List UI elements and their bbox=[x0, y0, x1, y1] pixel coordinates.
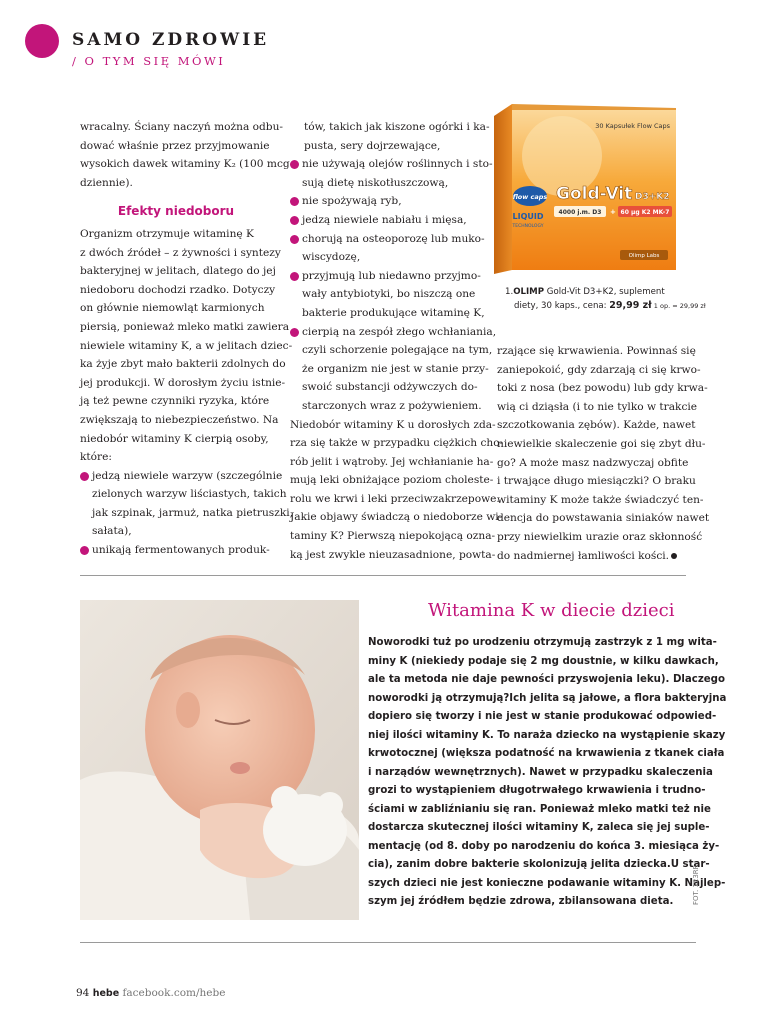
photo-newborn-baby bbox=[80, 600, 359, 920]
dose-k2: 60 μg K2 MK-7 bbox=[620, 209, 670, 216]
divider-top bbox=[80, 575, 686, 576]
bullet-line: starczonych wraz z pożywieniem. bbox=[302, 399, 482, 412]
col2-body-line: Niedobór witaminy K u dorosłych zda- bbox=[290, 418, 496, 431]
caption-price: 29,99 zł bbox=[609, 300, 652, 311]
product-image-gold-vit bbox=[490, 98, 680, 278]
caption-number: 1. bbox=[505, 287, 514, 297]
col1-body-line: z dwóch źródeł – z żywności i syntezy bbox=[80, 246, 281, 259]
bullet-line: chorują na osteoporozę lub muko- bbox=[302, 232, 485, 245]
col1-body-line: niewiele witaminy K, a w jelitach dziec- bbox=[80, 339, 293, 352]
column-3 bbox=[497, 342, 710, 565]
bullet-item bbox=[80, 541, 272, 560]
col3-line: zaniepokoić, gdy zdarzają ci się krwo- bbox=[497, 363, 701, 376]
box-line: dostarcza skutecznej ilości witaminy K, zaleca się jej suple- bbox=[368, 822, 710, 833]
col1-body-line: niedobór witaminy K cierpią osoby, bbox=[80, 432, 269, 445]
bullet-line: czyli schorzenie polegające na tym, bbox=[302, 344, 493, 357]
box-line: dopiero się tworzy i nie jest w stanie produkować odpowied- bbox=[368, 711, 717, 722]
box-line: i narządów wewnętrznych). Nawet w przypadku skaleczenia bbox=[368, 766, 713, 778]
bullet-line: że organizm nie jest w stanie przy- bbox=[302, 362, 489, 375]
technology-text: TECHNOLOGY bbox=[512, 224, 544, 229]
bullet-item bbox=[290, 192, 482, 211]
col3-line: dencja do powstawania siniaków nawet bbox=[497, 512, 710, 525]
col2-line: tów, takich jak kiszone ogórki i ka- bbox=[304, 121, 490, 133]
col3-line: niewielkie skaleczenie goi się zbyt dłu- bbox=[497, 437, 706, 450]
col1-body-line: zwiększają to niebezpieczeństwo. Na bbox=[80, 413, 279, 426]
box-line: szych dzieci nie jest konieczne podawanie witaminy K. Najlep- bbox=[368, 877, 726, 889]
col2-body-line: taminy K? Pierwszą niepokojącą ozna- bbox=[290, 530, 496, 543]
col2-body-line: rolu we krwi i leki przeciwzakrzepowe. bbox=[290, 492, 500, 505]
page-number: 94 bbox=[76, 987, 90, 999]
bullet-item bbox=[290, 323, 497, 416]
box-line: ale ta metoda nie daje pewności przyswojenia leku). Dlaczego bbox=[368, 674, 725, 685]
bullet-line: zielonych warzyw liściastych, takich bbox=[92, 488, 287, 501]
bullet-line: jak szpinak, jarmuż, natka pietruszki, bbox=[92, 506, 293, 519]
col2-body-line: rza się także w przypadku ciężkich cho- bbox=[290, 437, 504, 450]
col1-body-line: on głównie niemowląt karmionych bbox=[80, 302, 265, 315]
product-caption bbox=[505, 285, 706, 313]
col2-line: pusta, sery dojrzewające, bbox=[304, 139, 441, 152]
col2-body-line: Jakie objawy świadczą o niedoborze wi- bbox=[290, 511, 503, 524]
col3-last-line: do nadmiernej łamliwości kości. bbox=[497, 549, 670, 562]
product-name: Gold-Vit bbox=[556, 184, 633, 204]
bullet-item bbox=[290, 155, 493, 192]
col1-body-line: piersią, ponieważ mleko matki zawiera bbox=[80, 320, 290, 333]
box-line: cia), zanim dobre bakterie skolonizują jelita dziecka.U star- bbox=[368, 859, 710, 870]
bullet-line: sują dietę niskotłuszczową, bbox=[302, 176, 449, 189]
bullet-line: jedzą niewiele warzyw (szczególnie bbox=[92, 469, 283, 482]
col1-line: dziennie). bbox=[80, 176, 133, 189]
box-line: niej ilości witaminy K. To naraża dziecko na wystąpienie skazy bbox=[368, 729, 726, 741]
col3-line: rzające się krwawienia. Powinnaś się bbox=[497, 345, 696, 357]
col3-line: i trwające długo miesiączki? O braku bbox=[497, 475, 696, 488]
col1-line: wracalny. Ściany naczyń można odbu- bbox=[80, 121, 283, 133]
bullet-item bbox=[290, 230, 485, 267]
bullet-line: nie spożywają ryb, bbox=[302, 195, 402, 208]
col1-body-line: ją też pewne czynniki ryzyka, które bbox=[80, 395, 270, 408]
box-line: szym jej źródłem będzie zdrowa, zbilansowana dieta. bbox=[368, 896, 674, 907]
bullet-line: unikają fermentowanych produk- bbox=[92, 544, 270, 557]
column-1 bbox=[80, 118, 293, 560]
section-marker-dot bbox=[25, 24, 59, 58]
brand-logo-text: Olimp Labs bbox=[628, 253, 660, 259]
caption-unit-price: 1 op. = 29,99 zł bbox=[651, 302, 706, 310]
bullet-line: nie używają olejów roślinnych i sto- bbox=[302, 158, 493, 171]
col3-line bbox=[497, 547, 689, 566]
section-subtitle: / O TYM SIĘ MÓWI bbox=[72, 54, 226, 68]
col3-line: szczotkowania zębów). Każde, nawet bbox=[497, 419, 696, 432]
col1-body-line: Organizm otrzymuje witaminę K bbox=[80, 227, 254, 240]
col3-line: go? A może masz nadzwyczaj obfite bbox=[497, 456, 689, 469]
caption-line1: Gold-Vit D3+K2, suplement bbox=[544, 287, 665, 297]
bullet-line: cierpią na zespół złego wchłaniania, bbox=[302, 325, 497, 338]
plus-sign: + bbox=[610, 208, 616, 216]
bullet-line: przyjmują lub niedawno przyjmo- bbox=[302, 269, 481, 282]
col1-body-line: bakteryjnej w jelitach, dlatego do jej bbox=[80, 265, 276, 278]
end-of-article-dot bbox=[671, 553, 677, 559]
bullet-line: wały antybiotyki, bo niszczą one bbox=[302, 288, 476, 301]
page-footer bbox=[76, 987, 225, 999]
footer-social-link[interactable]: facebook.com/hebe bbox=[122, 987, 226, 999]
bullet-line: jedzą niewiele nabiału i mięsa, bbox=[302, 213, 467, 226]
col1-body-line: ka żyje zbyt mało bakterii zdolnych do bbox=[80, 358, 286, 371]
liquid-text: LIQUID bbox=[512, 212, 544, 221]
caption-line2: diety, 30 kaps., cena: bbox=[514, 301, 610, 311]
flow-caps-text: flow caps bbox=[512, 193, 548, 201]
column-2 bbox=[290, 118, 504, 564]
product-subname: D3+K2 bbox=[635, 192, 670, 202]
bullet-line: wiscydozę, bbox=[302, 251, 361, 264]
col1-line: dować właśnie przez przyjmowanie bbox=[80, 139, 270, 152]
box-line: krwotocznej (większa podatność na krwawienia z tkanek ciała bbox=[368, 748, 725, 759]
box-line: Noworodki tuż po urodzeniu otrzymują zastrzyk z 1 mg wita- bbox=[368, 637, 717, 648]
box-line: mentację (od 8. doby po narodzeniu do końca 3. miesiąca ży- bbox=[368, 840, 720, 852]
col3-line: toki z nosa (bez powodu) lub gdy krwa- bbox=[497, 382, 708, 395]
col1-line: wysokich dawek witaminy K₂ (100 mcg bbox=[80, 158, 290, 171]
col1-body-line: które: bbox=[80, 451, 112, 464]
caption-brand: OLIMP bbox=[513, 287, 545, 297]
col3-line: witaminy K może także świadczyć ten- bbox=[497, 493, 704, 506]
col2-body-line: rób jelit i wątroby. Jej wchłanianie ha- bbox=[290, 455, 494, 468]
bullet-line: sałata), bbox=[92, 525, 132, 538]
col1-body-line: jej produkcji. W dorosłym życiu istnie- bbox=[80, 376, 286, 389]
dose-d3: 4000 j.m. D3 bbox=[558, 209, 602, 216]
bullet-item bbox=[290, 211, 482, 230]
box-line: grozi to wystąpieniem długotrwałego krwawienia i trudno- bbox=[368, 785, 706, 796]
bullet-line: bakterie produkujące witaminę K, bbox=[302, 306, 485, 319]
footer-brand: hebe bbox=[92, 988, 120, 999]
product-box-top-text: 30 Kapsułek Flow Caps bbox=[595, 122, 670, 130]
subheading-efekty: Efekty niedoboru bbox=[117, 204, 235, 219]
bullet-item bbox=[80, 467, 293, 541]
col3-line: przy niewielkim urazie oraz skłonność bbox=[497, 530, 703, 543]
box-line: miny K (niekiedy podaje się 2 mg doustnie, w kilku dawkach, bbox=[368, 655, 719, 667]
col2-body-line: ką jest zwykle nieuzasadnione, powta- bbox=[290, 548, 496, 561]
box-title: Witamina K w diecie dzieci bbox=[428, 600, 675, 621]
photo-credit: FOT. 123RF bbox=[692, 865, 700, 905]
box-line: noworodki ją otrzymują?Ich jelita są jałowe, a flora bakteryjna bbox=[368, 692, 727, 704]
bullet-line: swoić substancji odżywczych do- bbox=[302, 381, 478, 394]
col3-line: wią ci dziąsła (i to nie tylko w trakcie bbox=[497, 400, 698, 413]
bullet-item bbox=[290, 267, 485, 323]
section-title: SAMO ZDROWIE bbox=[72, 30, 270, 50]
col1-body-line: niedoboru dochodzi rzadko. Dotyczy bbox=[80, 283, 276, 296]
col2-body-line: mują leki obniżające poziom choleste- bbox=[290, 474, 494, 487]
box-line: ściami w zabliźnianiu się ran. Ponieważ mleko matki też nie bbox=[368, 803, 711, 815]
divider-bottom bbox=[80, 942, 696, 943]
